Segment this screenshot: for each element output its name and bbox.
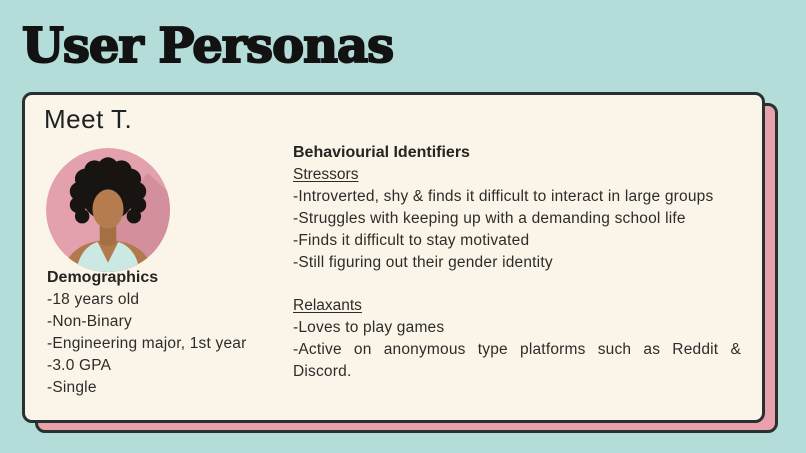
relaxants-subsection	[293, 295, 741, 383]
behavioural-identifiers-title: Behaviourial Identifiers	[293, 144, 470, 161]
stressor-item: -Still figuring out their gender identity	[293, 254, 553, 271]
relaxants-title: Relaxants	[293, 297, 362, 314]
relaxant-item: -Loves to play games	[293, 319, 445, 336]
stressor-item: -Introverted, shy & finds it difficult to interact in large groups	[293, 188, 714, 205]
demographics-title: Demographics	[47, 269, 159, 286]
relaxant-item: -Active on anonymous type platforms such as Reddit & Discord.	[293, 341, 741, 380]
persona-name-heading: Meet T.	[44, 104, 133, 134]
stressor-item: -Struggles with keeping up with a demanding school life	[293, 210, 686, 227]
behavioural-identifiers-section	[293, 142, 741, 383]
demographics-item: -18 years old	[47, 291, 140, 308]
demographics-item: -Engineering major, 1st year	[47, 335, 247, 352]
persona-avatar-icon	[46, 148, 170, 272]
stressors-subsection	[293, 164, 741, 274]
persona-avatar	[46, 148, 170, 272]
persona-card	[22, 92, 765, 423]
demographics-section	[47, 267, 287, 399]
demographics-item: -Single	[47, 379, 97, 396]
demographics-item: -3.0 GPA	[47, 357, 112, 374]
stressor-item: -Finds it difficult to stay motivated	[293, 232, 530, 249]
section-spacer	[293, 274, 741, 295]
stressors-title: Stressors	[293, 166, 359, 183]
demographics-item: -Non-Binary	[47, 313, 132, 330]
page-title: User Personas	[22, 18, 394, 74]
